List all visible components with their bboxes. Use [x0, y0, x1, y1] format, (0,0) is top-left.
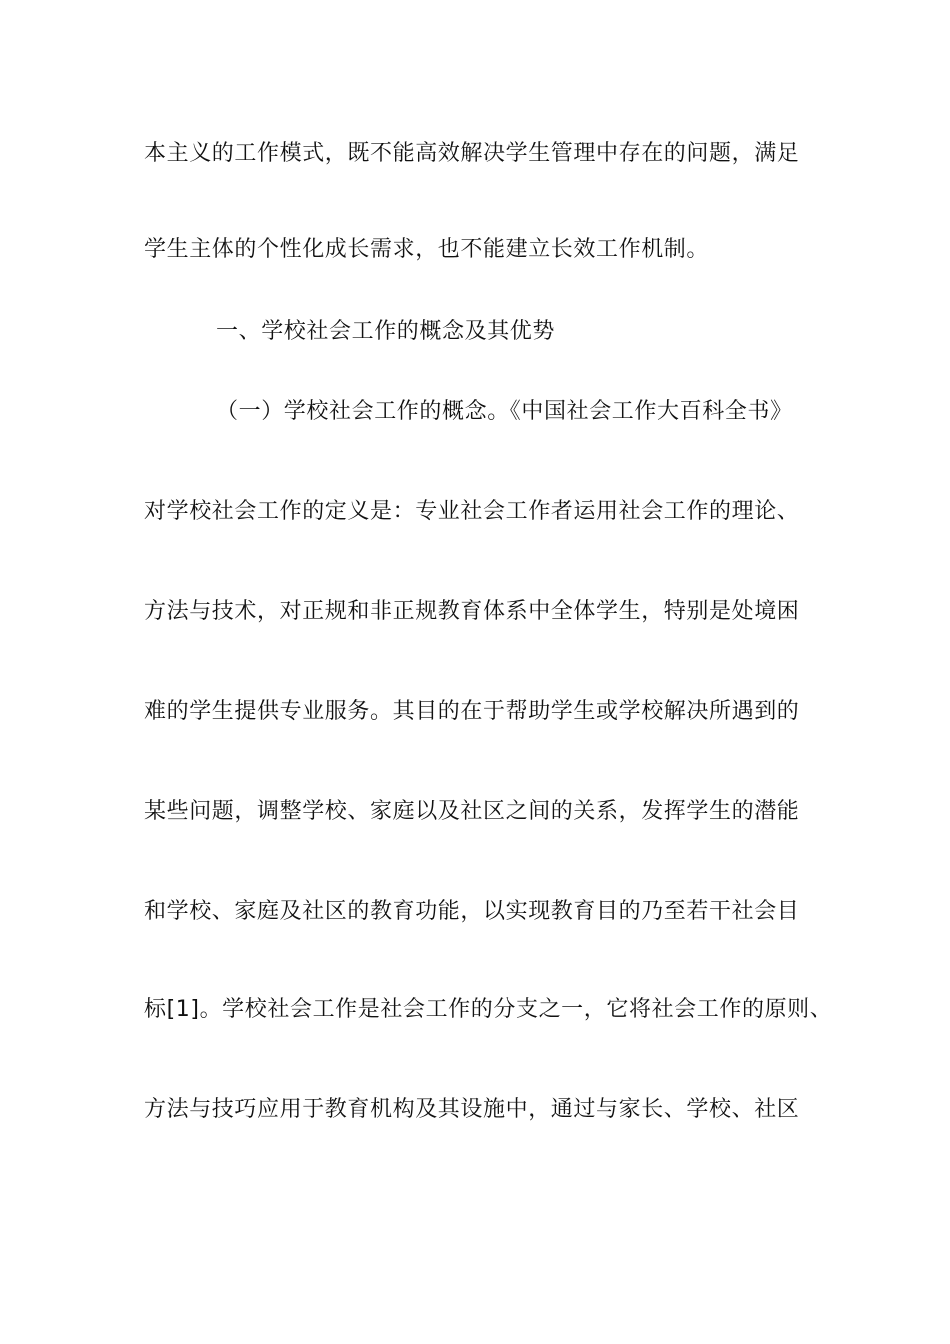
body-text-line: 方法与技术，对正规和非正规教育体系中全体学生，特别是处境困 — [144, 599, 800, 624]
body-text-line: 对学校社会工作的定义是：专业社会工作者运用社会工作的理论、 — [144, 499, 800, 524]
body-text-line: 难的学生提供专业服务。其目的在于帮助学生或学校解决所遇到的 — [144, 699, 800, 724]
body-text-line: 方法与技巧应用于教育机构及其设施中，通过与家长、学校、社区 — [144, 1097, 800, 1122]
body-text-line: 学生主体的个性化成长需求，也不能建立长效工作机制。 — [144, 237, 710, 262]
subsection-heading-line: （一）学校社会工作的概念。《中国社会工作大百科全书》 — [216, 399, 793, 424]
body-text-line: 标[1]。学校社会工作是社会工作的分支之一，它将社会工作的原则、 — [144, 997, 833, 1022]
body-text-line: 和学校、家庭及社区的教育功能，以实现教育目的乃至若干社会目 — [144, 899, 800, 924]
body-text-line: 本主义的工作模式，既不能高效解决学生管理中存在的问题，满足 — [144, 141, 800, 166]
section-heading: 一、学校社会工作的概念及其优势 — [216, 319, 556, 344]
body-text-line: 某些问题，调整学校、家庭以及社区之间的关系，发挥学生的潜能 — [144, 799, 800, 824]
